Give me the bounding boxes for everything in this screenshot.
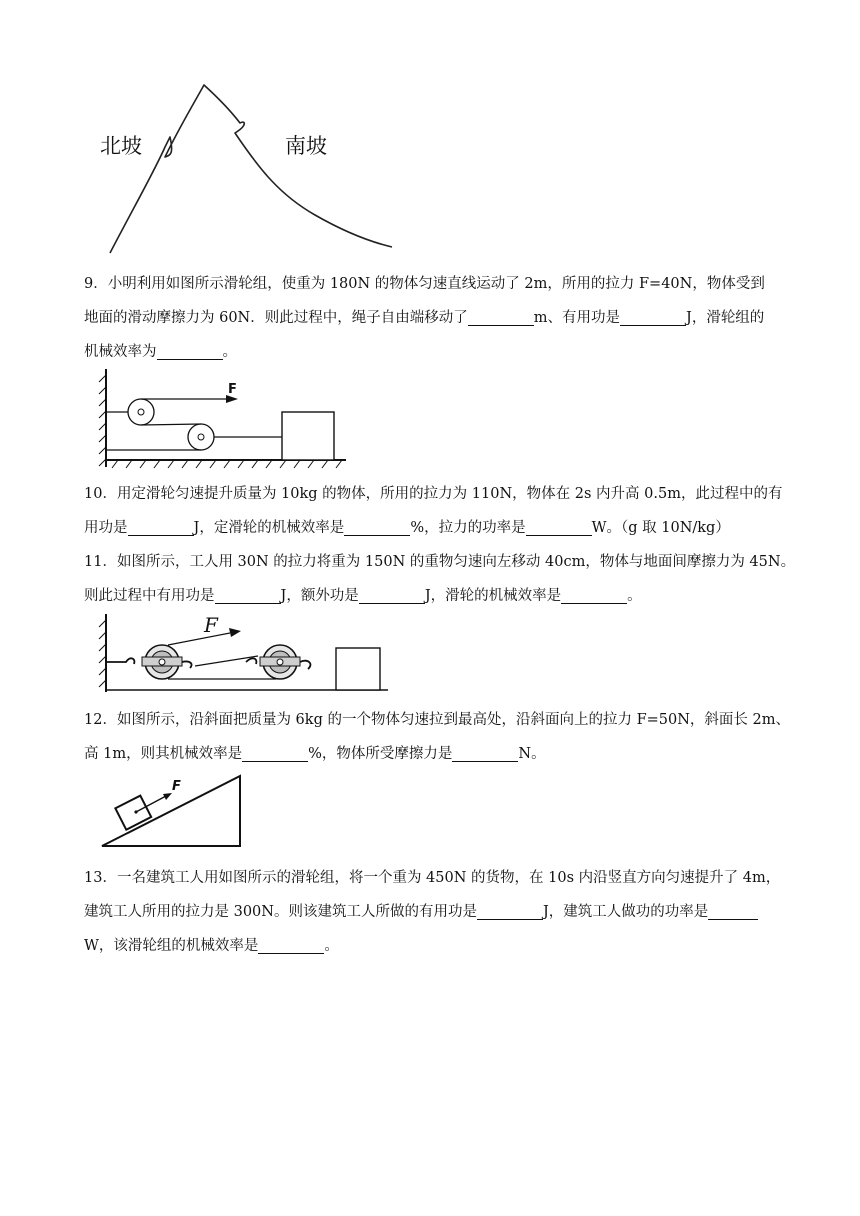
q11-line-1: 11．如图所示，工人用 30N 的拉力将重为 150N 的重物匀速向左移动 40cm，物体与地面间摩擦力为 45N。 — [84, 554, 796, 570]
north-slope-label: 北坡 — [100, 134, 142, 158]
q13-blank-useful-work[interactable] — [477, 901, 543, 920]
force-label-q12: F — [172, 779, 181, 794]
q13-blank-power[interactable] — [708, 901, 758, 920]
q11-blank-useful-work[interactable] — [215, 585, 281, 604]
q9-line-1: 9．小明利用如图所示滑轮组，使重为 180N 的物体匀速直线运动了 2m，所用的拉力 F=40N，物体受到 — [84, 276, 765, 292]
q10-line-2: 用功是 J，定滑轮的机械效率是 %，拉力的功率是 W。（g 取 10N/kg） — [84, 511, 784, 545]
question-10 — [84, 477, 784, 545]
q12-blank-friction[interactable] — [452, 743, 518, 762]
q9-blank-distance[interactable] — [468, 307, 534, 326]
q13-line-2: 建筑工人所用的拉力是 300N。则该建筑工人所做的有用功是 J，建筑工人做功的功率是 — [84, 895, 784, 929]
q9-line-2: 地面的滑动摩擦力为 60N．则此过程中，绳子自由端移动了 m、有用功是 J，滑轮组的 — [84, 301, 784, 335]
q9-line-3: 机械效率为 。 — [84, 335, 784, 369]
q11-blank-efficiency[interactable] — [561, 585, 627, 604]
q10-line-1: 10．用定滑轮匀速提升质量为 10kg 的物体，所用的拉力为 110N，物体在 2s 内升高 0.5m，此过程中的有 — [84, 486, 783, 502]
question-13 — [84, 861, 784, 963]
pulley-system-figure-q11 — [96, 612, 396, 698]
mountain-figure — [90, 75, 410, 260]
q11-blank-extra-work[interactable] — [359, 585, 425, 604]
pulley-system-figure-q9 — [96, 365, 356, 473]
south-slope-label: 南坡 — [285, 134, 327, 158]
question-12 — [84, 703, 791, 771]
q10-blank-efficiency[interactable] — [344, 517, 410, 536]
q11-line-2: 则此过程中有用功是 J，额外功是 J，滑轮的机械效率是 。 — [84, 579, 784, 613]
q12-line-1: 12．如图所示，沿斜面把质量为 6kg 的一个物体匀速拉到最高处，沿斜面向上的拉力 F=50N，斜面长 2m、 — [84, 712, 791, 728]
q12-line-2: 高 1m，则其机械效率是 %，物体所受摩擦力是 N。 — [84, 737, 784, 771]
q13-blank-efficiency[interactable] — [258, 935, 324, 954]
force-label-q9: F — [228, 382, 237, 397]
mountain-outline — [110, 85, 392, 253]
incline-figure-q12 — [100, 774, 245, 850]
q13-line-1: 13．一名建筑工人用如图所示的滑轮组，将一个重为 450N 的货物，在 10s 内沿竖直方向匀速提升了 4m， — [84, 870, 781, 886]
force-label-q11: F — [204, 613, 218, 637]
q13-line-3: W，该滑轮组的机械效率是 。 — [84, 929, 784, 963]
q10-blank-useful-work[interactable] — [128, 517, 194, 536]
q9-blank-efficiency[interactable] — [157, 341, 223, 360]
question-9 — [84, 267, 784, 369]
q9-blank-useful-work[interactable] — [620, 307, 686, 326]
q10-blank-power[interactable] — [526, 517, 592, 536]
q12-blank-efficiency[interactable] — [242, 743, 308, 762]
question-11 — [84, 545, 796, 613]
